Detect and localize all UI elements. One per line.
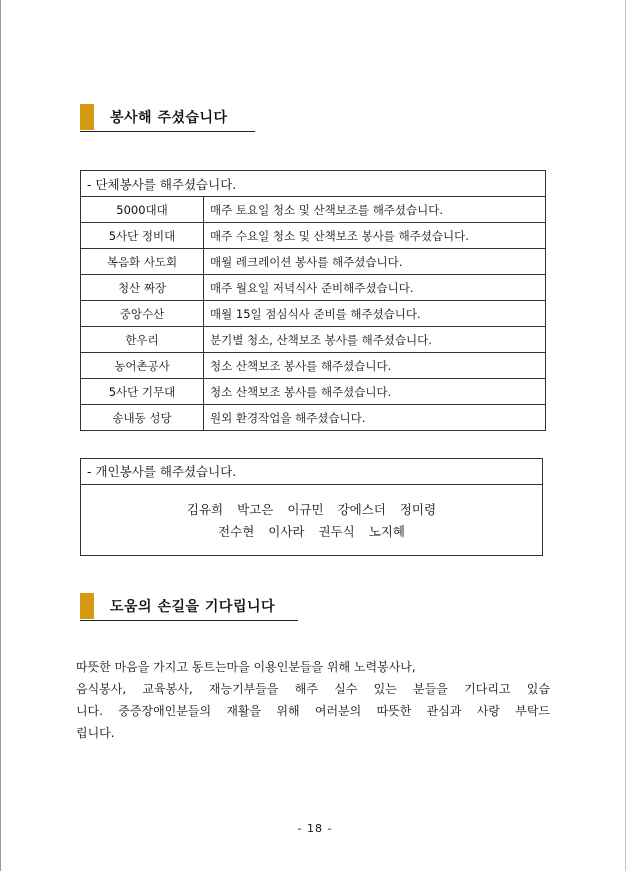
- group-description: 분기별 청소, 산책보조 봉사를 해주셨습니다.: [204, 327, 546, 353]
- table-row: [81, 275, 546, 301]
- group-description: 청소 산책보조 봉사를 해주셨습니다.: [204, 379, 546, 405]
- volunteered-title: 봉사해 주셨습니다: [110, 110, 228, 126]
- group-description: 매주 수요일 청소 및 산책보조 봉사를 해주셨습니다.: [204, 223, 546, 249]
- heading-accent-bar: [80, 593, 94, 619]
- table-row: [81, 301, 546, 327]
- names-line-1: [81, 499, 542, 521]
- paragraph-line: 따뜻한 마음을 가지고 동트는마을 이용인분들을 위해 노력봉사나,: [76, 660, 416, 674]
- paragraph-line: 음식봉사, 교육봉사, 재능기부들을 해주 실수 있는 분들을 기다리고 있습: [76, 682, 550, 696]
- group-name: 복음화 사도회: [81, 249, 204, 275]
- group-name: 중앙수산: [81, 301, 204, 327]
- help-title: 도움의 손길을 기다립니다: [110, 599, 276, 615]
- heading-accent-bar: [80, 104, 94, 130]
- table-row: [81, 405, 546, 431]
- paragraph-line: 립니다.: [76, 726, 115, 740]
- heading-underline: [80, 620, 298, 621]
- paragraph-line: 니다. 중증장애인분들의 재활을 위해 여러분의 따뜻한 관심과 사랑 부탁드: [76, 704, 550, 718]
- names-line-2: [81, 521, 542, 543]
- volunteer-name: 김유희: [186, 502, 224, 517]
- table-row: [81, 249, 546, 275]
- group-description: 매월 레크레이션 봉사를 해주셨습니다.: [204, 249, 546, 275]
- volunteer-name: 노지혜: [368, 524, 405, 539]
- group-name: 5사단 기무대: [81, 379, 204, 405]
- group-description: 매주 토요일 청소 및 산책보조를 해주셨습니다.: [204, 197, 546, 223]
- table-row: [81, 327, 546, 353]
- group-name: 농어촌공사: [81, 353, 204, 379]
- group-name: 송내동 성당: [81, 405, 204, 431]
- table-header-row: [81, 171, 546, 197]
- group-name: 한우리: [81, 327, 204, 353]
- table-row: [81, 197, 546, 223]
- help-heading: [80, 593, 298, 619]
- page-edge-right: [625, 0, 626, 871]
- page-edge-left: [0, 0, 1, 871]
- help-paragraph: [76, 656, 550, 744]
- table-row: [81, 353, 546, 379]
- page-number: - 18 -: [297, 822, 333, 835]
- table-row: [81, 223, 546, 249]
- group-volunteer-header: - 단체봉사를 해주셨습니다.: [81, 171, 546, 197]
- group-description: 매월 15일 점심식사 준비를 해주셨습니다.: [204, 301, 546, 327]
- heading-underline: [80, 131, 255, 132]
- volunteer-name: 강에스더: [337, 502, 386, 517]
- group-description: 청소 산책보조 봉사를 해주셨습니다.: [204, 353, 546, 379]
- group-description: 매주 월요일 저녁식사 준비해주셨습니다.: [204, 275, 546, 301]
- volunteer-name: 권두식: [318, 524, 355, 539]
- group-name: 5사단 정비대: [81, 223, 204, 249]
- individual-volunteer-names: [81, 499, 542, 543]
- group-volunteer-table: [80, 170, 546, 431]
- volunteer-name: 박고은: [237, 502, 274, 517]
- volunteered-heading: [80, 104, 255, 130]
- volunteer-name: 정미령: [399, 502, 437, 517]
- individual-volunteer-box: [80, 458, 543, 556]
- group-description: 원외 환경작업을 해주셨습니다.: [204, 405, 546, 431]
- group-name: 5000대대: [81, 197, 204, 223]
- table-row: [81, 379, 546, 405]
- individual-volunteer-header: - 개인봉사를 해주셨습니다.: [81, 459, 542, 485]
- volunteer-name: 이규민: [287, 502, 324, 517]
- group-name: 청산 짜장: [81, 275, 204, 301]
- volunteer-name: 이사라: [268, 524, 305, 539]
- volunteer-name: 전수현: [218, 524, 255, 539]
